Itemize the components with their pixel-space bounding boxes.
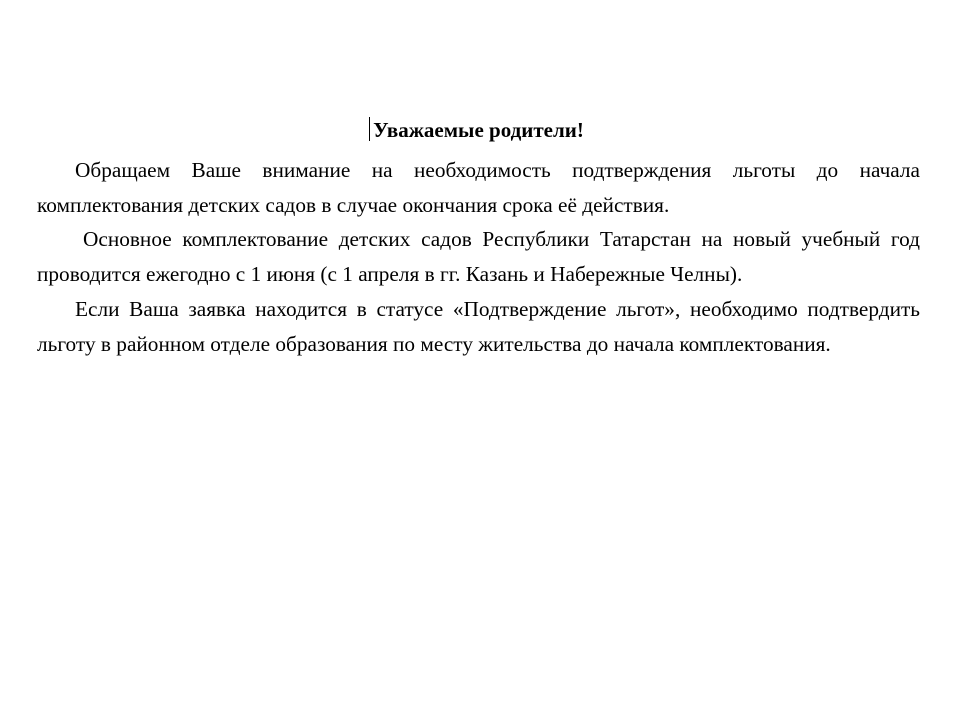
document-title: Уважаемые родители! [373, 118, 584, 142]
text-cursor [369, 117, 370, 141]
title-wrap [373, 113, 584, 147]
paragraph-benefit-confirmation: Обращаем Ваше внимание на необходимость подтверждения льготы до начала комплектования детских садов в случае окончания срока её действия. [37, 158, 920, 217]
paragraph-enrollment-dates: Основное комплектование детских садов Республики Татарстан на новый учебный год проводится ежегодно с 1 июня (с 1 апреля в гг. Казань и Набережные Челны). [37, 227, 920, 287]
paragraph-application-status: Если Ваша заявка находится в статусе «Подтверждение льгот», необходимо подтвердить льготу в районном отделе образования по месту жительства до начала комплектования. [37, 296, 920, 356]
document-body[interactable] [37, 113, 920, 361]
title-line [37, 113, 920, 147]
